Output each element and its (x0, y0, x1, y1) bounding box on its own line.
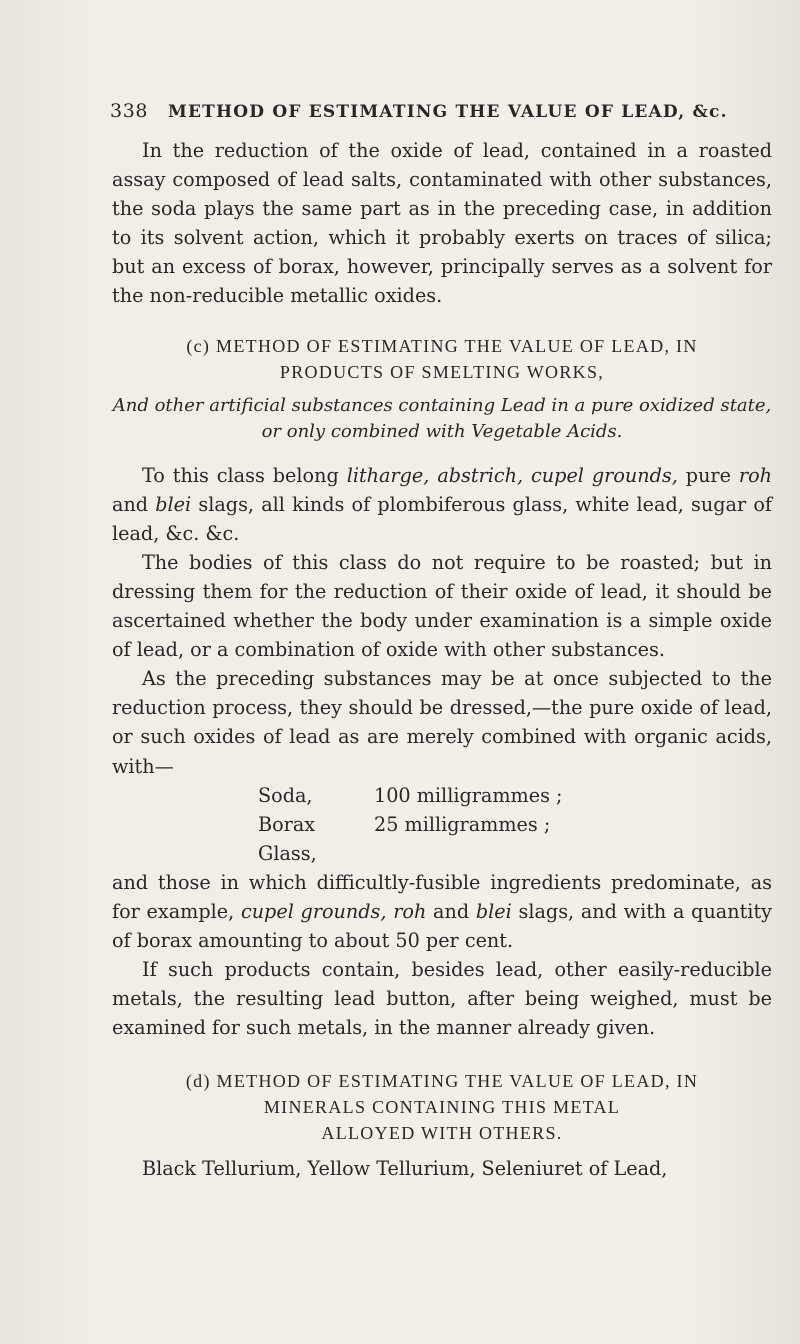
paragraph-reducible-metals: If such products contain, besides lead, other easily-reducible metals, the resulting lead button, after being weighed, must be examined for such metals, in the manner already given. (112, 958, 772, 1040)
paragraph-reduction: As the preceding substances may be at once subjected to the reduction process, they should be dressed,—the pure oxide of lead, or such oxides of lead as are merely combined with organic acids, with— (112, 667, 772, 778)
italic-run: blei (475, 899, 512, 923)
section-d-title-line3: ALLOYED WITH OTHERS. (321, 1123, 563, 1144)
text-run: slags, and with a quantity of borax amounting to about 50 per cent. (112, 899, 772, 953)
reagent-quantity: 25 milligrammes ; (374, 812, 551, 836)
section-c-subtitle (112, 393, 772, 445)
reagent-list (112, 781, 772, 868)
running-header (110, 100, 770, 122)
section-c-subtitle-line1: And other artificial substances containing Lead in a pure oxidized state, (112, 394, 772, 416)
text-run: slags, all kinds of plombiferous glass, white lead, sugar of lead, &c. &c. (112, 492, 772, 545)
section-d-title-line1: METHOD OF ESTIMATING THE VALUE OF LEAD, IN (216, 1071, 699, 1092)
text-run: and those in which difficultly-fusible ingredients predominate, as for example, (112, 870, 772, 923)
section-c-title-line1: METHOD OF ESTIMATING THE VALUE OF LEAD, IN (216, 335, 698, 356)
page-body (112, 136, 772, 1184)
section-c-label: (c) (186, 335, 211, 356)
text-run: and (112, 492, 156, 516)
running-title: METHOD OF ESTIMATING THE VALUE OF LEAD, &c. (168, 102, 728, 122)
page-number: 338 (110, 100, 149, 122)
section-c-heading (112, 333, 772, 385)
paragraph-roasting: The bodies of this class do not require to be roasted; but in dressing them for the reduction of their oxide of lead, it should be ascertained whether the body under examination is a simple oxide of lead, or a combination of oxide with other substances. (112, 550, 772, 662)
reagent-quantity: 100 milligrammes ; (374, 783, 563, 807)
italic-run: roh (738, 463, 772, 487)
reagent-row (112, 810, 772, 868)
section-d-heading (112, 1068, 772, 1146)
paragraph-tellurium: Black Tellurium, Yellow Tellurium, Seleniuret of Lead, (142, 1157, 668, 1181)
section-d-title-line2: MINERALS CONTAINING THIS METAL (263, 1097, 621, 1118)
reagent-name: Soda, (258, 783, 313, 807)
reagent-name: Borax Glass, (258, 812, 317, 865)
text-run: To this class belong (142, 463, 347, 487)
section-c-subtitle-line2: or only combined with Vegetable Acids. (261, 420, 623, 442)
text-run: pure (677, 463, 739, 487)
section-c-title-line2: PRODUCTS OF SMELTING WORKS, (279, 361, 605, 382)
paragraph-fusible (112, 868, 772, 955)
paragraph-roasted-assay: In the reduction of the oxide of lead, contained in a roasted assay composed of lead salts, contaminated with other substances, the soda plays the same part as in the preceding case, in addition to its solvent action, which it probably exerts on traces of silica; but an excess of borax, however, principally serves as a solvent for the non-reducible metallic oxides. (112, 139, 772, 308)
paragraph-class-members (112, 461, 772, 548)
italic-run: cupel grounds, roh (240, 899, 427, 923)
italic-run: blei (155, 492, 192, 516)
reagent-row (112, 781, 772, 810)
italic-run: litharge, abstrich, cupel grounds, (346, 463, 678, 487)
text-run: and (426, 899, 476, 923)
section-d-label: (d) (185, 1071, 211, 1092)
